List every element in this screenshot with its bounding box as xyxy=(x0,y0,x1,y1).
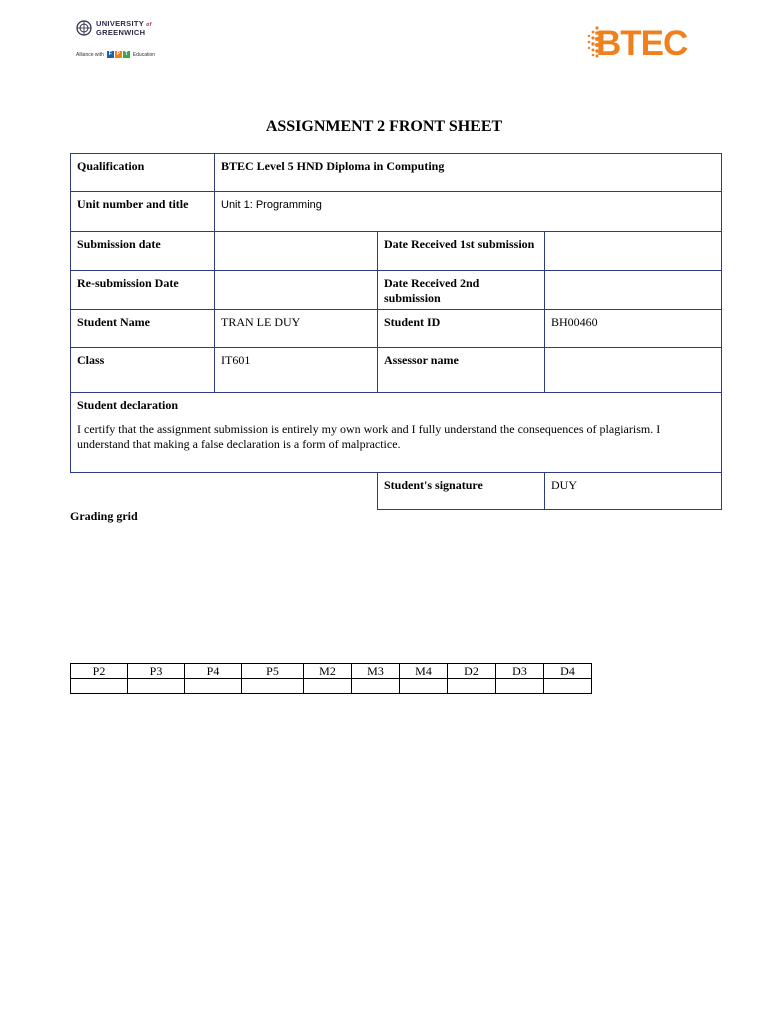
student-name-label: Student Name xyxy=(70,309,215,348)
declaration-text: I certify that the assignment submission is entirely my own work and I fully understand the consequences of plagiarism. I understand that making a false declaration is a form of malpractice. xyxy=(77,422,661,451)
page-title: ASSIGNMENT 2 FRONT SHEET xyxy=(265,118,503,135)
grade-col-p3: P3 xyxy=(128,664,185,679)
signature-label: Student's signature xyxy=(377,472,545,510)
unit-value: Unit 1: Programming xyxy=(214,191,722,232)
grade-cell xyxy=(352,679,400,694)
grade-col-m2: M2 xyxy=(304,664,352,679)
grading-header-row xyxy=(71,664,592,679)
grade-col-p4: P4 xyxy=(185,664,242,679)
date-received-1-value xyxy=(544,231,722,271)
grade-cell xyxy=(71,679,128,694)
resubmission-date-label: Re-submission Date xyxy=(70,270,215,310)
submission-date-label: Submission date xyxy=(70,231,215,271)
grade-col-m3: M3 xyxy=(352,664,400,679)
logo-university-text: UNIVERSITY of xyxy=(96,19,152,28)
grade-col-d2: D2 xyxy=(448,664,496,679)
grade-col-p5: P5 xyxy=(242,664,304,679)
resubmission-date-value xyxy=(214,270,378,310)
grade-col-p2: P2 xyxy=(71,664,128,679)
grade-cell xyxy=(496,679,544,694)
university-of-greenwich-logo xyxy=(76,18,176,62)
crest-icon xyxy=(76,20,92,36)
fpt-logo: F P T xyxy=(108,51,128,57)
grade-col-d4: D4 xyxy=(544,664,592,679)
qualification-value: BTEC Level 5 HND Diploma in Computing xyxy=(214,153,722,192)
grade-cell xyxy=(400,679,448,694)
grade-cell xyxy=(128,679,185,694)
class-label: Class xyxy=(70,347,215,393)
declaration-box xyxy=(70,392,722,473)
student-name-value: TRAN LE DUY xyxy=(214,309,378,348)
grade-cell xyxy=(304,679,352,694)
unit-label: Unit number and title xyxy=(70,191,215,232)
date-received-1-label: Date Received 1st submission xyxy=(377,231,545,271)
grade-col-m4: M4 xyxy=(400,664,448,679)
grading-value-row xyxy=(71,679,592,694)
grade-col-d3: D3 xyxy=(496,664,544,679)
alliance-line: Alliance with F P T Education xyxy=(76,51,156,58)
btec-logo xyxy=(583,22,703,66)
signature-value: DUY xyxy=(544,472,722,510)
declaration-label: Student declaration xyxy=(77,398,179,412)
logo-greenwich-text: GREENWICH xyxy=(96,28,146,37)
grading-grid-label: Grading grid xyxy=(70,509,138,523)
assessor-name-value xyxy=(544,347,722,393)
class-value: IT601 xyxy=(214,347,378,393)
student-id-label: Student ID xyxy=(377,309,545,348)
grading-grid-table xyxy=(70,663,592,694)
grade-cell xyxy=(448,679,496,694)
grade-cell xyxy=(544,679,592,694)
assessor-name-label: Assessor name xyxy=(377,347,545,393)
qualification-label: Qualification xyxy=(70,153,215,192)
student-id-value: BH00460 xyxy=(544,309,722,348)
date-received-2-label: Date Received 2nd submission xyxy=(377,270,545,310)
date-received-2-value xyxy=(544,270,722,310)
submission-date-value xyxy=(214,231,378,271)
btec-wordmark: BTEC xyxy=(596,24,688,63)
grade-cell xyxy=(185,679,242,694)
grade-cell xyxy=(242,679,304,694)
